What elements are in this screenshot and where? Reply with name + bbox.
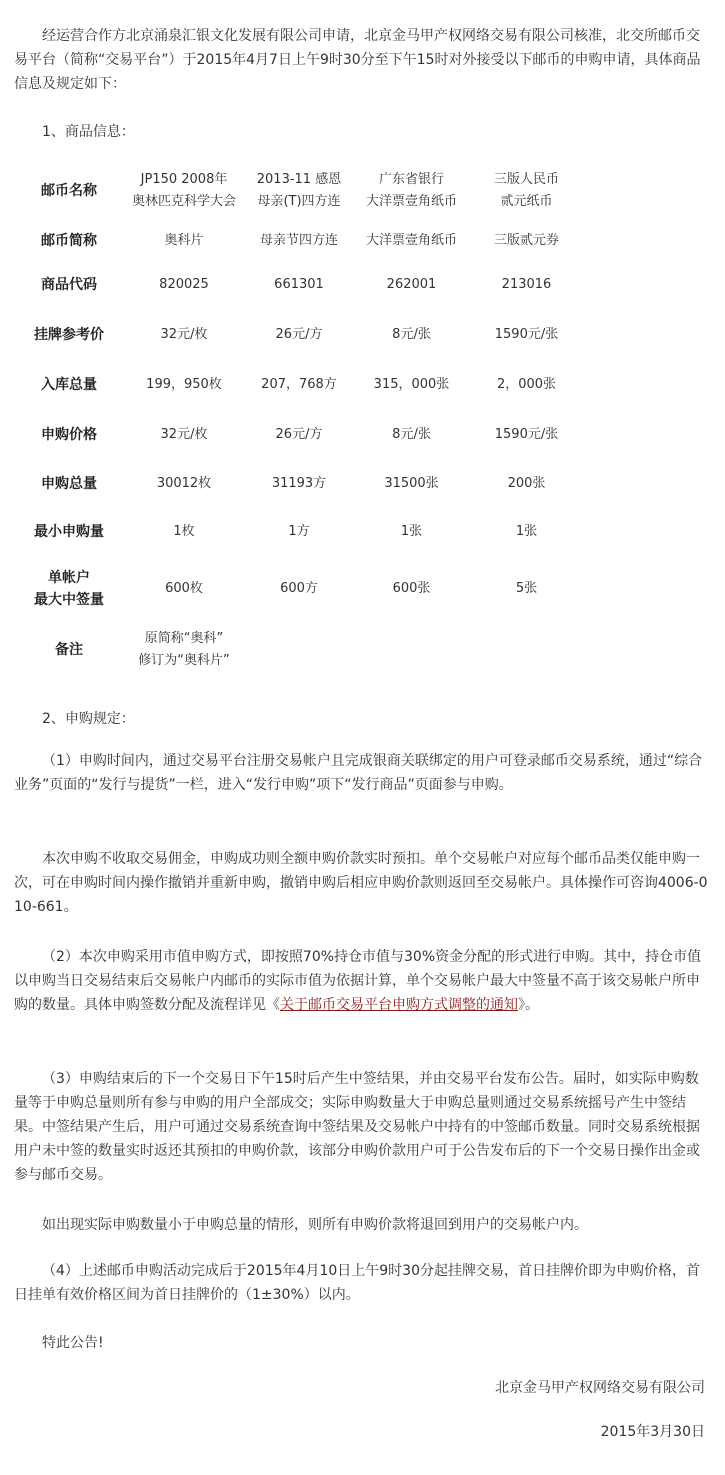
table-cell: 26元/方 <box>275 327 323 342</box>
announcement-date: 2015年3月30日 <box>600 1424 705 1440</box>
table-cell: 31193方 <box>271 476 327 491</box>
table-cell: 大洋票壹角纸币 <box>365 233 457 248</box>
table-cell: 奥科片 <box>164 233 204 248</box>
table-cell: 三版贰元券 <box>493 233 559 248</box>
closing-text: 特此公告! <box>42 1335 104 1351</box>
table-cell: 199，950枚 <box>146 377 222 392</box>
adjustment-notice-link[interactable]: 关于邮币交易平台申购方式调整的通知 <box>280 997 518 1013</box>
table-cell: 2013-11 感恩 母亲(T)四方连 <box>256 172 342 209</box>
row-label: 商品代码 <box>41 277 97 293</box>
intro-paragraph: 经运营合作方北京涌泉汇银文化发展有限公司申请，北京金马甲产权网络交易有限公司核准，北交所邮币交易平台（简称“交易平台”）于2015年4月7日上午9时30分至下午15时对外接受以下邮币的申购申请，具体商品信息及规定如下： <box>14 28 701 92</box>
section-1-heading: 1、商品信息： <box>42 124 135 140</box>
table-cell: 原简称“奥科” 修订为“奥科片” <box>138 631 230 668</box>
table-row <box>14 222 584 260</box>
table-row <box>14 508 584 556</box>
table-row <box>14 556 584 622</box>
row-label: 申购价格 <box>41 427 97 443</box>
table-cell: 30012枚 <box>156 476 212 491</box>
table-cell: 1590元/张 <box>494 327 559 342</box>
table-cell: 600枚 <box>165 581 203 596</box>
table-row <box>14 310 584 360</box>
row-label: 邮币名称 <box>41 183 97 199</box>
table-cell: 262001 <box>386 277 437 292</box>
row-label: 单帐户 最大中签量 <box>34 570 104 608</box>
section-2-heading: 2、申购规定： <box>42 711 135 727</box>
table-cell: 1方 <box>288 524 310 539</box>
table-row <box>14 260 584 310</box>
row-label: 申购总量 <box>41 476 97 492</box>
table-cell: 8元/张 <box>392 327 431 342</box>
rule-1-paragraph: （1）申购时间内，通过交易平台注册交易帐户且完成银商关联绑定的用户可登录邮币交易系统，通过“综合业务”页面的“发行与提货”一栏，进入“发行申购”项下“发行商品”页面参与申购。 <box>14 753 703 793</box>
table-cell: 32元/枚 <box>160 327 208 342</box>
table-cell: 1张 <box>400 524 423 539</box>
row-label: 邮币简称 <box>41 233 97 249</box>
row-label: 挂牌参考价 <box>34 327 104 343</box>
table-cell: 661301 <box>274 277 324 292</box>
row-label: 最小申购量 <box>34 524 104 540</box>
table-row <box>14 460 584 508</box>
rule-3b-paragraph: 如出现实际申购数量小于申购总量的情形，则所有申购价款将退回到用户的交易帐户内。 <box>42 1217 588 1233</box>
table-cell: 1枚 <box>173 524 195 539</box>
table-cell: 26元/方 <box>275 427 323 442</box>
table-cell: 三版人民币 贰元纸币 <box>493 172 559 209</box>
table-cell: 2，000张 <box>496 377 557 392</box>
table-row <box>14 360 584 410</box>
row-label: 入库总量 <box>41 377 97 393</box>
table-cell: 207，768方 <box>261 377 337 392</box>
table-cell: 600张 <box>392 581 431 596</box>
table-cell <box>354 622 469 678</box>
table-row <box>14 622 584 678</box>
rule-1b-paragraph: 本次申购不收取交易佣金，申购成功则全额申购价款实时预扣。单个交易帐户对应每个邮币品类仅能申购一次，可在申购时间内操作撤销并重新申购，撤销申购后相应申购价款则返回至交易帐户。具体操作可咨询4006-010-661。 <box>14 851 708 915</box>
table-cell: 8元/张 <box>392 427 431 442</box>
table-cell: 1张 <box>515 524 538 539</box>
rule-2-text: （2）本次申购采用市值申购方式，即按照70%持仓市值与30%资金分配的形式进行申购。其中，持仓市值以申购当日交易结束后交易帐户内邮币的实际市值为依据计算，单个交易帐户最大中签量不高于该交易帐户所申购的数量。具体申购签数分配及流程详见《 <box>14 949 702 1013</box>
table-row <box>14 160 584 222</box>
table-cell: 31500张 <box>384 476 439 491</box>
table-row <box>14 410 584 460</box>
rule-2-text-end: 》。 <box>518 997 539 1013</box>
row-label: 备注 <box>55 642 83 658</box>
company-signature: 北京金马甲产权网络交易有限公司 <box>495 1380 705 1396</box>
table-cell: 820025 <box>159 277 209 292</box>
table-cell: 1590元/张 <box>494 427 559 442</box>
table-cell: 200张 <box>507 476 546 491</box>
table-cell: 5张 <box>515 581 538 596</box>
table-cell <box>469 622 584 678</box>
table-cell: 32元/枚 <box>160 427 208 442</box>
rule-2-paragraph <box>14 945 710 1017</box>
table-cell: JP150 2008年 奥林匹克科学大会 <box>131 172 236 209</box>
goods-info-table <box>14 160 584 678</box>
table-cell: 母亲节四方连 <box>259 233 338 248</box>
table-cell: 600方 <box>280 581 318 596</box>
table-cell <box>244 622 354 678</box>
table-cell: 213016 <box>501 277 552 292</box>
table-cell: 广东省银行 大洋票壹角纸币 <box>365 172 457 209</box>
rule-4-paragraph: （4）上述邮币申购活动完成后于2015年4月10日上午9时30分起挂牌交易，首日挂牌价即为申购价格，首日挂单有效价格区间为首日挂牌价的（1±30%）以内。 <box>14 1263 700 1303</box>
table-cell: 315，000张 <box>373 377 450 392</box>
rule-3-paragraph: （3）申购结束后的下一个交易日下午15时后产生中签结果，并由交易平台发布公告。届时，如实际申购数量等于申购总量则所有参与申购的用户全部成交；实际申购数量大于申购总量则通过交易系统摇号产生中签结果。中签结果产生后，用户可通过交易系统查询中签结果及交易帐户中持有的中签邮币数量。同时交易系统根据用户未中签的数量实时返还其预扣的申购价款，该部分申购价款用户可于公告发布后的下一个交易日操作出金或参与邮币交易。 <box>14 1071 700 1183</box>
